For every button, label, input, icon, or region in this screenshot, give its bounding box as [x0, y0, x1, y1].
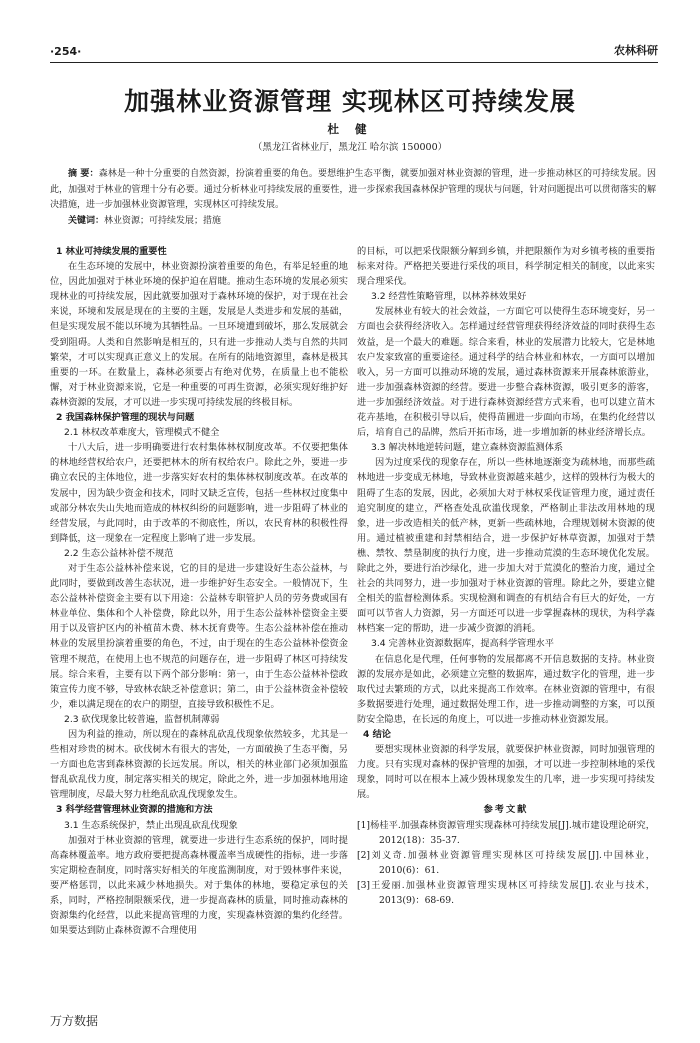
author: 杜 健 [327, 122, 373, 136]
abstract [50, 167, 656, 214]
subsection-heading: 2.3 砍伐现象比较普遍，监督机制薄弱 [64, 713, 220, 725]
paragraph: 要想实现林业资源的科学发展，就要保护林业资源，同时加强管理的力度。只有实现对森林的保护管理的加强，才可以进一步控制林地的采伐现象，同时可以在根本上减少毁林现象发生的几率，进一步实现可持续发展。 [357, 744, 655, 801]
subsection-heading: 3.2 经营性策略管理，以林养林效果好 [371, 291, 527, 303]
page-number: ·254· [50, 45, 82, 58]
subsection-heading: 2.1 林权改革难度大，管理模式不健全 [64, 427, 220, 439]
abstract-text: 森林是一种十分重要的自然资源，扮演着重要的角色。要想维护生态平衡，就要加强对林业资源的管理，进一步推动林区的可持续发展。因此，加强对于林业的管理十分有必要。通过分析林业可持续发展的重要性，进一步探索我国森林保护管理的现状与问题，针对问题提出可以贯彻落实的解决措施，进一步加强林业资源管理，实现林区可持续发展。 [50, 169, 656, 210]
section-heading: 2 我国森林保护管理的现状与问题 [56, 412, 195, 424]
right-column [357, 244, 655, 908]
reference-item: [1]杨桂平.加强森林资源管理实现森林可持续发展[J].城市建设理论研究，2012(18)：35-37. [357, 819, 655, 846]
paragraph: 发展林业有较大的社会效益，一方面它可以使得生态环境变好，另一方面也会获得经济收入。怎样通过经营管理获得经济效益的同时获得生态效益，是一个最大的难题。综合来看，林业的发展潜力比较大，它是林地农户发家致富的重要途径。通过科学的结合林业和林农，一方面可以增加收入，另一方面可以推动环境的发展，通过森林资源来开展森林旅游业，进一步加强森林资源的经营。要进一步整合森林资源，吸引更多的游客，进一步加强经济效益。对于进行森林资源经营方式来看，也可以建立苗木花卉基地，在积极引导以后，使得苗圃进一步面向市场，在集约化经营以后，培育自己的品牌，然后开拓市场，进一步增加新的林业经济增长点。 [357, 306, 655, 439]
references-heading: 参考文献 [483, 804, 529, 816]
paragraph: 因为利益的推动，所以现在的森林乱砍乱伐现象依然较多，尤其是一些相对珍贵的树木。砍伐树木有很大的害处，一方面破换了生态平衡，另一方面也危害到森林资源的长远发展。所以，相关的林业部门必须加强监督乱砍乱伐力度，制定落实相关的规定，除此之外，进一步加强林地用途管理制度，尽最大努力杜绝乱砍乱伐现象发生。 [50, 729, 348, 801]
section-heading: 3 科学经营管理林业资源的措施和方法 [56, 804, 213, 816]
subsection-heading: 3.3 解决林地逆转问题，建立森林资源监测体系 [371, 442, 564, 454]
reference-item: [3]王爱丽.加强林业资源管理实现林区可持续发展[J].农业与技术，2013(9)：68-69. [357, 879, 655, 907]
subsection-heading: 3.4 完善林业资源数据库，提高科学管理水平 [371, 638, 554, 650]
paragraph: 在生态环境的发展中，林业资源扮演着重要的角色，有举足轻重的地位，因此加强对于林业环境的保护迫在眉睫。推动生态环境的发展必须实现林业的可持续发展，因此就要加强对于森林环境的保护，对于现在社会来说，环境和发展是现在的主要的主题，发展是人类进步和发展的基础，但是实现发展不能以环境为其牺牲品。一旦环境遭到破坏，那么发展就会受到阻碍。人类和自然影响是相互的，只有进一步推动人类与自然的共同繁荣，才可以实现真正意义上的发展。在所有的陆地资源里，森林是极其重要的一环。在数量上，森林必须要占有绝对优势，在质量上也不能松懈，对于林业资源来说，它是一种重要的可再生资源，必须实现好维护好森林资源的发展，才可以进一步实现可持续发展的终极目标。 [50, 261, 348, 408]
subsection-heading: 3.1 生态系统保护，禁止出现乱砍乱伐现象 [64, 819, 238, 831]
running-head [50, 40, 658, 63]
keywords-label: 关键词： [68, 216, 105, 226]
abstract-label: 摘 要： [68, 169, 99, 179]
paragraph: 因为过度采伐的现象存在，所以一些林地逐渐变为疏林地，而那些疏林地进一步变成无林地，导致林业资源越来越少，这样的毁林行为极大的阻碍了生态的发展，因此，必须加大对于林权采伐证管理力度，通过责任追究制度的建立，严格查处乱砍滥伐现象，严格制止非法改用林地的现象，进一步改造相关的低产林，更新一些疏林地，合理规划树木资源的使用。通过植被重建和封禁相结合，进一步保护好林草资源，加强对于禁樵、禁牧、禁垦制度的执行力度，进一步推动荒漠的生态环境优化发展。除此之外，要进行治沙绿化，进一步加大对于荒漠化的整治力度，通过全社会的共同努力，进一步加强对于林业资源的管理。除此之外，要建立健全相关的监督检测体系。实现检测和调查的有机结合有巨大的好处，一方面可以节省人力资源，另一方面还可以进一步掌握森林的现状，为科学森林档案一定的帮助，进一步减少资源的消耗。 [357, 457, 655, 635]
journal-name: 农林科研 [614, 44, 658, 57]
keywords [50, 214, 656, 228]
watermark: 万方数据 [50, 1014, 99, 1028]
section-heading: 4 结论 [363, 729, 391, 740]
affiliation: （黑龙江省林业厅，黑龙江 哈尔滨 150000） [252, 142, 448, 153]
paragraph: 十八大后，进一步明确要进行农村集体林权制度改革。不仅要把集体的林地经营权给农户，还要把林木的所有权给农户。除此之外，要进一步确立农民的主体地位，进一步落实好农村的集体林权制度改革。在改革的发展中，因为缺少资金和技术，同时又缺乏宣传，包括一些林权过度集中或部分林农失山失地而造成的林权纠纷的问题影响，进一步阻碍了林业的经营发展，与此同时，由于改革的不彻底性，所以，农民育林的积极性得到降低，这一现象在一定程度上影响了进一步发展。 [50, 442, 348, 544]
keywords-text: 林业资源；可持续发展；措施 [104, 216, 222, 226]
article-title: 加强林业资源管理 实现林区可持续发展 [124, 87, 576, 116]
section-heading: 1 林业可持续发展的重要性 [56, 246, 167, 257]
paragraph: 在信息化是代理，任何事物的发展都离不开信息数据的支持。林业资源的发展亦是如此，必须建立完整的数据库，通过数字化的管理，进一步取代过去繁琐的方式，以此来提高工作效率。在林业资源的管理中，有很多数据要进行处理，通过数据处理工作，进一步推动调整的方案，可以预防安全隐患，在长远的角度上，可以进一步推动林业资源发展。 [357, 653, 655, 725]
left-column [50, 244, 348, 938]
paragraph: 的目标，可以把采伐限额分解到乡镇，并把限额作为对乡镇考核的重要指标来对待。严格把关要进行采伐的项目，科学制定相关的制度，以此来实现合理采伐。 [357, 246, 655, 288]
subsection-heading: 2.2 生态公益林补偿不规范 [64, 547, 174, 559]
paragraph: 对于生态公益林补偿来说，它的目的是进一步建设好生态公益林，与此同时，要做到改善生态状况，进一步维护好生态安全。一般情况下，生态公益林补偿资金主要有以下用途：公益林专职管护人员的劳务费或国有林业单位、集体和个人补偿费，除此以外，用于生态公益林补偿资金主要用于以及管护区内的补植苗木费、林木抚育费等。生态公益林补偿在推动林业的发展里扮演着重要的角色，不过，由于现在的生态公益林补偿资金管理不规范，在使用上也不规范的问题存在，进一步阻碍了林区可持续发展。综合来看，主要有以下两个部分影响：第一，由于生态公益林补偿政策宣传力度不够，导致林农缺乏补偿意识；第二，由于公益林资金补偿较少，难以满足现在的农户的期望，直接导致积极性不足。 [50, 562, 348, 710]
paragraph: 加强对于林业资源的管理，就要进一步进行生态系统的保护，同时提高森林覆盖率。地方政府要把提高森林覆盖率当成硬性的指标，进一步落实定期检查制度，同时落实好相关的年度监测制度，对于毁林事件来说，要严格惩罚，以此来减少林地损失。对于集体的林地，要稳定承包的关系，同时，严格控制限额采伐，进一步提高森林的质量，同时推动森林的资源集约化经营，以此来提高管理的力度，实现森林资源的集约化经营。如果要达到防止森林资源不合理使用 [50, 834, 348, 937]
reference-item: [2]刘义奇.加强林业资源管理实现林区可持续发展[J].中国林业，2010(6)：61. [357, 849, 655, 876]
